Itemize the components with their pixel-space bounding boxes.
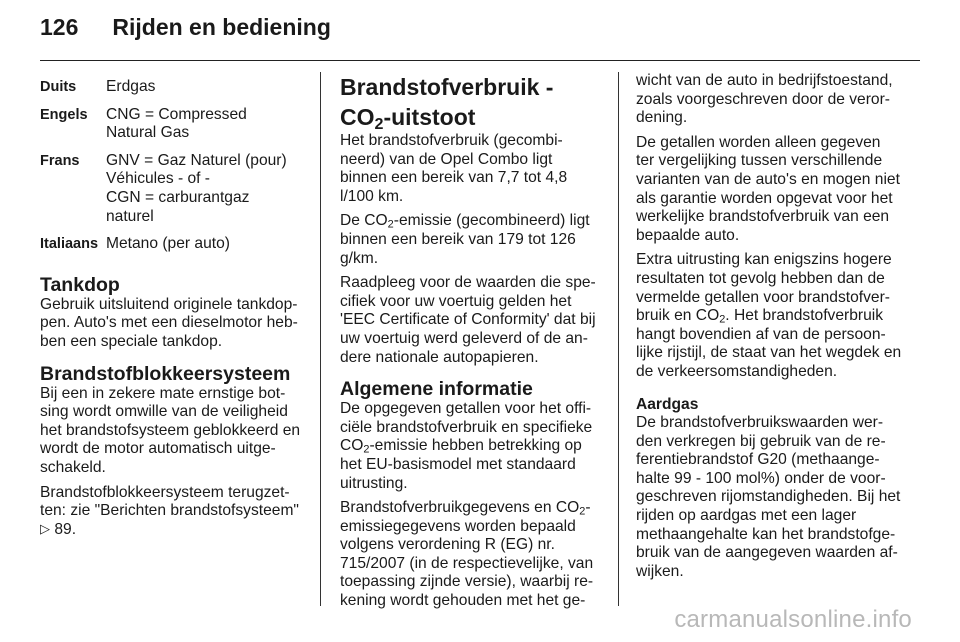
gewicht-paragraph: wicht van de auto in bedrijfstoestand, zoals voorgeschreven door de veror-dening.: [636, 72, 893, 127]
language-value-line: naturel: [106, 207, 154, 225]
language-name: Frans: [40, 152, 80, 169]
language-value-line: Véhicules - of -: [106, 170, 211, 188]
section-heading-algemeen: Algemene informatie: [340, 378, 533, 401]
section-heading-verbruik: [340, 72, 603, 132]
language-value: [106, 235, 302, 263]
language-name: Engels: [40, 106, 88, 123]
language-value-line: CNG = Compressed: [106, 105, 247, 123]
chapter-title: Rijden en bediening: [112, 14, 331, 40]
watermark: carmanualsonline.info: [674, 606, 912, 633]
column-divider: [320, 72, 321, 606]
text-part: -emissie hebben betrekking op het EU-basismodel met standaard uitrusting.: [340, 437, 582, 492]
text-part: De CO: [340, 212, 388, 230]
language-table: [40, 78, 302, 263]
verordening-paragraph: [340, 499, 603, 611]
text-part: Brandstofverbruikgegevens en CO: [340, 499, 580, 517]
reference-arrow-icon[interactable]: ▷: [40, 520, 50, 536]
language-value-line: Metano (per auto): [106, 235, 230, 253]
language-value-line: Erdgas: [106, 78, 156, 95]
aardgas-paragraph: De brandstofverbruikswaarden wer-den verkregen bij gebruik van de re-ferentiebrandstof G20 (methaange-halte 99 - 100 mol%) onder de voor-geschreven rijomstandigheden. Bij het rijden op aardgas met een lager methaangehalte kan het brandstofge-bruik van de aangegeven waarden af-wijken.: [636, 414, 901, 580]
text-part: Extra uitrusting kan enigszins hogere resultaten tot gevolg hebben dan de vermelde getallen voor brandstofver-bruik en CO: [636, 251, 892, 325]
section-heading-tankdop: Tankdop: [40, 273, 120, 296]
reference-page-link[interactable]: 89.: [54, 520, 77, 538]
column-3: [636, 72, 902, 587]
extra-uitrusting-paragraph: [636, 251, 902, 381]
column-1: [40, 72, 302, 545]
page-number: 126: [40, 14, 79, 40]
language-value: [106, 152, 302, 235]
verbruik-paragraph: Het brandstofverbruik (gecombi-neerd) van de Opel Combo ligt binnen een bereik van 7,7 tot 4,8 l/100 km.: [340, 132, 568, 205]
language-value-line: CGN = carburantgaz: [106, 188, 250, 206]
language-name: Duits: [40, 79, 77, 95]
text-part: De opgegeven getallen voor het offi-ciële brandstofverbruik en specifieke CO: [340, 400, 593, 455]
text-part: -emissie (gecombineerd) ligt binnen een bereik van 179 tot 126 g/km.: [340, 212, 590, 267]
subscript: 2: [579, 505, 586, 518]
certificate-paragraph: Raadpleeg voor de waarden die spe-cifiek voor uw voertuig gelden het 'EEC Certificate of Conformity' dat bij uw voertuig werd geleverd of de an-dere nationale autopapieren.: [340, 274, 596, 366]
language-value: [106, 78, 302, 106]
emissie-paragraph: [340, 212, 603, 268]
language-value: [106, 106, 302, 152]
blokkeer-reset-paragraph: [40, 484, 302, 540]
section-heading-aardgas: Aardgas: [636, 395, 699, 413]
text-part: . Het brandstofverbruik hangt bovendien af van de persoon-lijke rijstijl, de staat van het wegdek en de verkeersomstandigheden.: [636, 307, 902, 380]
tankdop-text: Gebruik uitsluitend originele tankdop-pen. Auto's met een dieselmotor heb-ben een speciale tankdop.: [40, 295, 298, 350]
language-value-line: GNV = Gaz Naturel (pour): [106, 151, 287, 169]
text-part: -emissiegegevens worden bepaald volgens verordening R (EG) nr. 715/2007 (in de respectievelijke, van toepassing zijnde versie), waarbij re-kening wordt gehouden met het ge-: [340, 499, 594, 610]
language-value-line: Natural Gas: [106, 124, 190, 142]
header-divider: [40, 60, 920, 61]
blokkeer-paragraph: Bij een in zekere mate ernstige bot-sing wordt omwille van de veiligheid het brandstofsysteem geblokkeerd en wordt de motor automatisch uitge-schakeld.: [40, 384, 301, 476]
heading-part: -uitstoot: [383, 104, 476, 130]
language-name: Italiaans: [40, 236, 99, 253]
subscript: 2: [363, 444, 370, 457]
section-heading-blokkeersysteem: Brandstofblokkeersysteem: [40, 362, 291, 385]
subscript: 2: [387, 219, 394, 232]
algemeen-paragraph: [340, 400, 603, 493]
page-header: [40, 14, 331, 54]
subscript: 2: [719, 313, 726, 326]
heading-part: Brandstofverbruik - CO: [340, 74, 554, 130]
blokkeer-reset-text: Brandstofblokkeersysteem terugzet-ten: zie "Berichten brandstofsysteem": [40, 483, 299, 520]
column-divider: [618, 72, 619, 606]
column-2: [340, 72, 603, 617]
subscript: 2: [374, 115, 384, 134]
vergelijking-paragraph: De getallen worden alleen gegeven ter vergelijking tussen verschillende varianten van de auto's en mogen niet als garantie worden opgevat voor het werkelijke brandstofverbruik van een bepaalde auto.: [636, 133, 900, 244]
